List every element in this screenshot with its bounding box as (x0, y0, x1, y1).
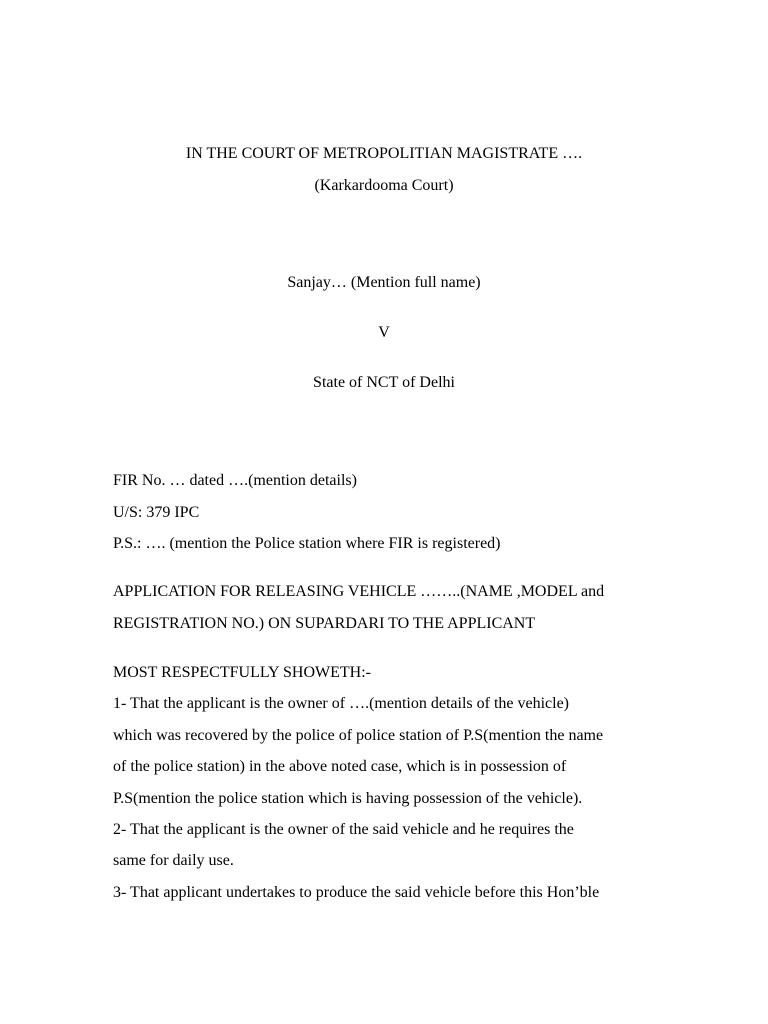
body-line: 2- That the applicant is the owner of the said vehicle and he requires the (113, 821, 574, 838)
body-line: which was recovered by the police of police station of P.S(mention the name (113, 727, 604, 744)
fir-details: FIR No. … dated ….(mention details) (113, 472, 357, 489)
body-line: 3- That applicant undertakes to produce the said vehicle before this Hon’ble (113, 884, 600, 901)
showeth-heading: MOST RESPECTFULLY SHOWETH:- (113, 664, 371, 681)
body-line: same for daily use. (113, 852, 234, 869)
court-subtitle: (Karkardooma Court) (314, 177, 454, 194)
court-title: IN THE COURT OF METROPOLITIAN MAGISTRATE …. (185, 145, 583, 162)
petitioner-name: Sanjay… (Mention full name) (287, 274, 481, 291)
section-details: U/S: 379 IPC (113, 504, 200, 521)
body-line: 1- That the applicant is the owner of ….(mention details of the vehicle) (113, 695, 570, 712)
application-heading-line-2: REGISTRATION NO.) ON SUPARDARI TO THE APPLICANT (113, 615, 536, 632)
application-heading-line-1: APPLICATION FOR RELEASING VEHICLE ……..(NAME ,MODEL and (113, 583, 605, 600)
respondent-name: State of NCT of Delhi (313, 374, 455, 391)
police-station-details: P.S.: …. (mention the Police station where FIR is registered) (113, 535, 501, 552)
body-line: P.S(mention the police station which is having possession of the vehicle). (113, 790, 583, 807)
versus-label: V (378, 324, 390, 341)
body-line: of the police station) in the above noted case, which is in possession of (113, 758, 567, 775)
